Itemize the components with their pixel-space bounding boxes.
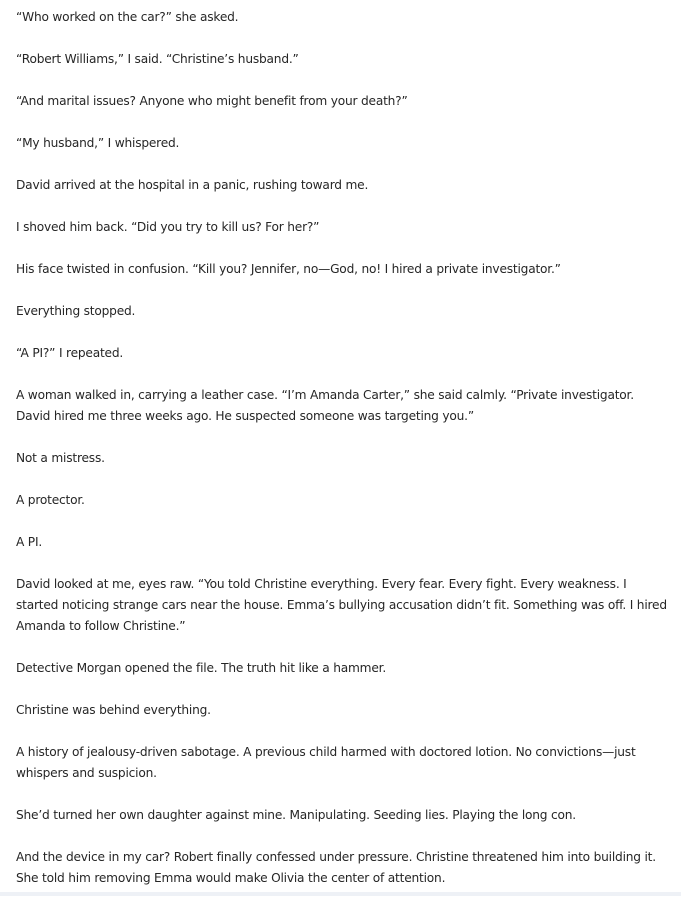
paragraph: A woman walked in, carrying a leather case. “I’m Amanda Carter,” she said calmly. “Private investigator. David hired me three weeks ago. He suspected someone was targeting you.” (16, 388, 634, 423)
paragraph: “My husband,” I whispered. (16, 136, 180, 150)
story-text (16, 7, 668, 910)
paragraph: “Who worked on the car?” she asked. (16, 10, 239, 24)
paragraph: Not a mistress. (16, 451, 105, 465)
paragraph: A protector. (16, 493, 85, 507)
paragraph: “And marital issues? Anyone who might benefit from your death?” (16, 94, 408, 108)
paragraph: She’d turned her own daughter against mine. Manipulating. Seeding lies. Playing the long con. (16, 808, 576, 822)
paragraph: And the device in my car? Robert finally confessed under pressure. Christine threatened him into building it. She told him removing Emma would make Olivia the center of attention. (16, 850, 656, 885)
paragraph: Christine was behind everything. (16, 703, 211, 717)
paragraph: David arrived at the hospital in a panic, rushing toward me. (16, 178, 369, 192)
paragraph: David looked at me, eyes raw. “You told Christine everything. Every fear. Every fight. Every weakness. I started noticing strange cars near the house. Emma’s bullying accusation didn’t fit. Something was off. I hired Amanda to follow Christine.” (16, 577, 667, 633)
paragraph: I shoved him back. “Did you try to kill us? For her?” (16, 220, 320, 234)
paragraph: Everything stopped. (16, 304, 136, 318)
paragraph: “Robert Williams,” I said. “Christine’s husband.” (16, 52, 299, 66)
paragraph: A PI. (16, 535, 43, 549)
paragraph: His face twisted in confusion. “Kill you? Jennifer, no—God, no! I hired a private investigator.” (16, 262, 561, 276)
paragraph: “A PI?” I repeated. (16, 346, 124, 360)
bottom-divider (0, 892, 681, 896)
paragraph: Detective Morgan opened the file. The truth hit like a hammer. (16, 661, 386, 675)
paragraph: A history of jealousy-driven sabotage. A previous child harmed with doctored lotion. No convictions—just whispers and suspicion. (16, 745, 636, 780)
